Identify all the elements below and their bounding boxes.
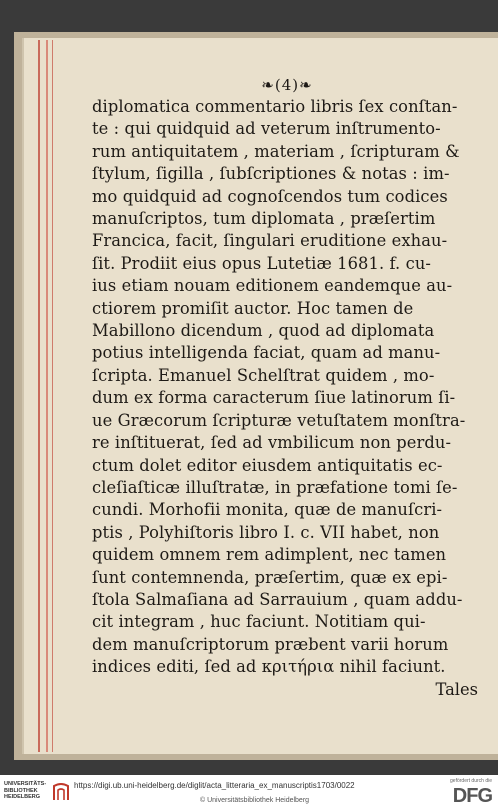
text-line: manuſcriptos, tum diplomata , præſertim — [92, 209, 436, 229]
text-line: indices editi, ſed ad κριτήρια nihil faciunt. — [92, 657, 446, 677]
text-line: ſunt contemnenda, præſertim, quæ ex epi- — [92, 567, 448, 587]
viewer-footer — [0, 775, 498, 810]
text-line: diplomatica commentario libris ſex conſtan- — [92, 97, 458, 116]
text-line: quidem omnem rem adimplent, nec tamen — [92, 545, 447, 565]
library-logo-icon — [52, 782, 70, 802]
text-line: mo quidquid ad cognoſcendos tum codices — [92, 186, 448, 206]
text-line: re inſtituerat, ſed ad vmbilicum non perdu- — [92, 433, 452, 453]
page-edge-line — [46, 40, 48, 752]
text-lines — [92, 96, 482, 679]
catchword: Tales — [435, 679, 478, 699]
text-line: cit integram , huc faciunt. Notitiam qui- — [92, 612, 426, 632]
page-text — [92, 76, 482, 701]
page-header: ❧(4)❧ — [261, 76, 313, 94]
text-line: cleſiaſticæ illuſtratæ, in præfatione tomi ſe- — [92, 477, 458, 497]
text-line: cundi. Morhofii monita, quæ de manuſcri- — [92, 500, 443, 520]
text-line: ſcripta. Emanuel Schelſtrat quidem , mo- — [92, 365, 435, 385]
text-line: te : qui quidquid ad veterum inſtrumento- — [92, 119, 441, 139]
page-edge-line — [52, 40, 53, 752]
text-line: ſtylum, ſigilla , ſubſcriptiones & notas : im- — [92, 164, 450, 184]
text-line: potius intelligenda faciat, quam ad manu- — [92, 343, 441, 363]
text-line: ue Græcorum ſcripturæ vetuſtatem monſtra- — [92, 410, 466, 430]
copyright-text: © Universitätsbibliothek Heidelberg — [200, 797, 310, 804]
text-line: ctum dolet editor eiusdem antiquitatis ec- — [92, 455, 443, 475]
text-line: ius etiam nouam editionem eandemque au- — [92, 276, 453, 296]
text-line: ſtola Salmaſiana ad Sarrauium , quam addu- — [92, 589, 463, 609]
university-logo-text: UNIVERSITÄTS- BIBLIOTHEK HEIDELBERG — [4, 781, 47, 800]
text-line: ſit. Prodiit eius opus Lutetiæ 1681. f. cu- — [92, 253, 432, 273]
page-edge-line — [38, 40, 40, 752]
text-line: dum ex forma caracterum ſiue latinorum ſi- — [92, 388, 456, 408]
text-line: rum antiquitatem , materiam , ſcripturam & — [92, 141, 460, 161]
text-line: ptis , Polyhiſtoris libro I. c. VII habet, non — [92, 522, 440, 542]
text-line: dem manuſcriptorum præbent varii horum — [92, 634, 449, 654]
dfg-logo: DFG — [452, 785, 492, 807]
text-line: Mabillono dicendum , quod ad diplomata — [92, 321, 435, 341]
text-line: Francica, facit, ſingulari eruditione exhau- — [92, 231, 448, 251]
source-url-link[interactable]: https://digi.ub.uni-heidelberg.de/diglit/acta_litteraria_ex_manuscriptis1703/0022 — [74, 781, 355, 790]
text-line: ctiorem promiſit auctor. Hoc tamen de — [92, 298, 414, 318]
sponsor-note: gefördert durch die — [450, 778, 492, 784]
